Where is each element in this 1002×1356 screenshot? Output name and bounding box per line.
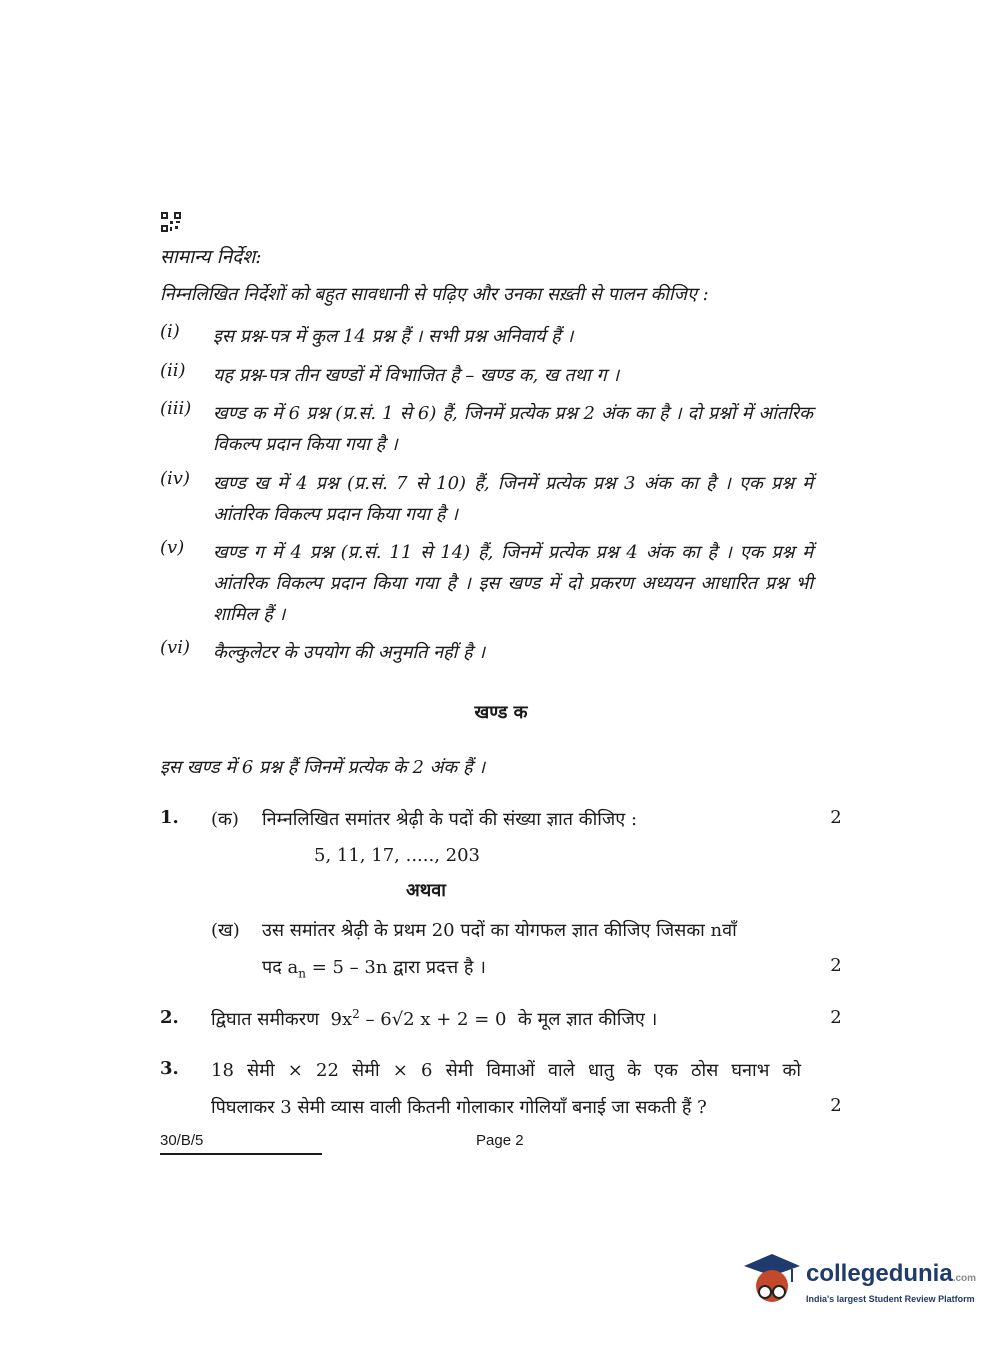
marks: 2 [830,955,842,976]
series: 5, 11, 17, ....., 203 [314,845,480,866]
instruction-text: खण्ड ख में 4 प्रश्न (प्र.सं. 7 से 10) हैं, जिनमें प्रत्येक प्रश्न 3 अंक का है । एक प्रश्न में आंतरिक विकल्प प्रदान किया गया है । [213,473,813,525]
instruction-number: (ii) [160,360,186,381]
logo-suffix: .com [952,1273,977,1284]
question-text-line2: पिघलाकर 3 सेमी व्यास वाली कितनी गोलाकार गोलियाँ बनाई जा सकती हैं ? [211,1097,707,1118]
instruction-number: (vi) [160,637,190,658]
question-number: 2. [160,1007,179,1028]
equation [331,1009,507,1030]
question-number: 1. [160,807,179,828]
option-label: (क) [211,809,239,830]
text-fragment: = 5 – 3n द्वारा प्रदत्त है । [305,957,486,978]
section-title: खण्ड क [474,702,528,723]
instruction-number: (v) [160,537,185,558]
option-label: (ख) [211,920,240,941]
collegedunia-logo-icon [742,1252,802,1308]
marks: 2 [830,1095,842,1116]
or-separator: अथवा [406,880,446,901]
footer-divider [160,1153,322,1155]
superscript: 2 [352,1007,360,1021]
instruction-text: यह प्रश्न-पत्र तीन खण्डों में विभाजित है – खण्ड क, ख तथा ग । [213,365,620,386]
instruction-number: (iv) [160,468,190,489]
text-fragment: के मूल ज्ञात कीजिए । [517,1009,658,1030]
logo-name: collegedunia [806,1260,953,1287]
question-text: उस समांतर श्रेढ़ी के प्रथम 20 पदों का योगफल ज्ञात कीजिए जिसका nवाँ [262,920,737,941]
section-note: इस खण्ड में 6 प्रश्न हैं जिनमें प्रत्येक के 2 अंक हैं । [160,757,486,778]
qr-code-icon [161,212,181,232]
question-text: 18 सेमी × 22 सेमी × 6 सेमी विमाओं वाले धातु के एक ठोस घनाभ को [211,1060,801,1081]
instruction-text: कैल्कुलेटर के उपयोग की अनुमति नहीं है । [213,642,486,663]
text-fragment: पद a [262,957,299,978]
sqrt-term: √2 [391,1009,415,1030]
logo-tagline: India's largest Student Review Platform [806,1294,975,1304]
marks: 2 [830,807,842,828]
eq-part: – 6 [359,1009,392,1030]
instruction-number: (iii) [160,398,192,419]
text-fragment: द्विघात समीकरण [211,1009,320,1030]
subscript: n [298,966,306,981]
question-text [211,1007,657,1031]
question-text: निम्नलिखित समांतर श्रेढ़ी के पदों की संख्या ज्ञात कीजिए : [262,809,638,830]
logo-wordmark [806,1260,976,1288]
instruction-text: खण्ड ग में 4 प्रश्न (प्र.सं. 11 से 14) हैं, जिनमें प्रत्येक प्रश्न 4 अंक का है । एक प्रश्न में आंतरिक विकल्प प्रदान किया गया है । इस खण्ड में दो प्रकरण अध्ययन आधारित प्रश्न भी शामिल हैं । [213,542,813,625]
eq-part: x + 2 = 0 [414,1009,507,1030]
paper-code: 30/B/5 [160,1132,204,1149]
eq-part: 9x [330,1009,353,1030]
instructions-intro: निम्नलिखित निर्देशों को बहुत सावधानी से पढ़िए और उनका सख़्ती से पालन कीजिए : [160,284,709,305]
instruction-text: इस प्रश्न-पत्र में कुल 14 प्रश्न हैं । सभी प्रश्न अनिवार्य हैं । [213,326,574,347]
instruction-number: (i) [160,321,180,342]
general-instructions-heading: सामान्य निर्देश: [160,246,262,268]
instruction-text: खण्ड क में 6 प्रश्न (प्र.सं. 1 से 6) हैं, जिनमें प्रत्येक प्रश्न 2 अंक का है । दो प्रश्नों में आंतरिक विकल्प प्रदान किया गया है । [213,403,813,455]
question-text-line2 [262,955,486,981]
marks: 2 [830,1007,842,1028]
question-number: 3. [160,1058,179,1079]
page-number: Page 2 [476,1132,524,1149]
